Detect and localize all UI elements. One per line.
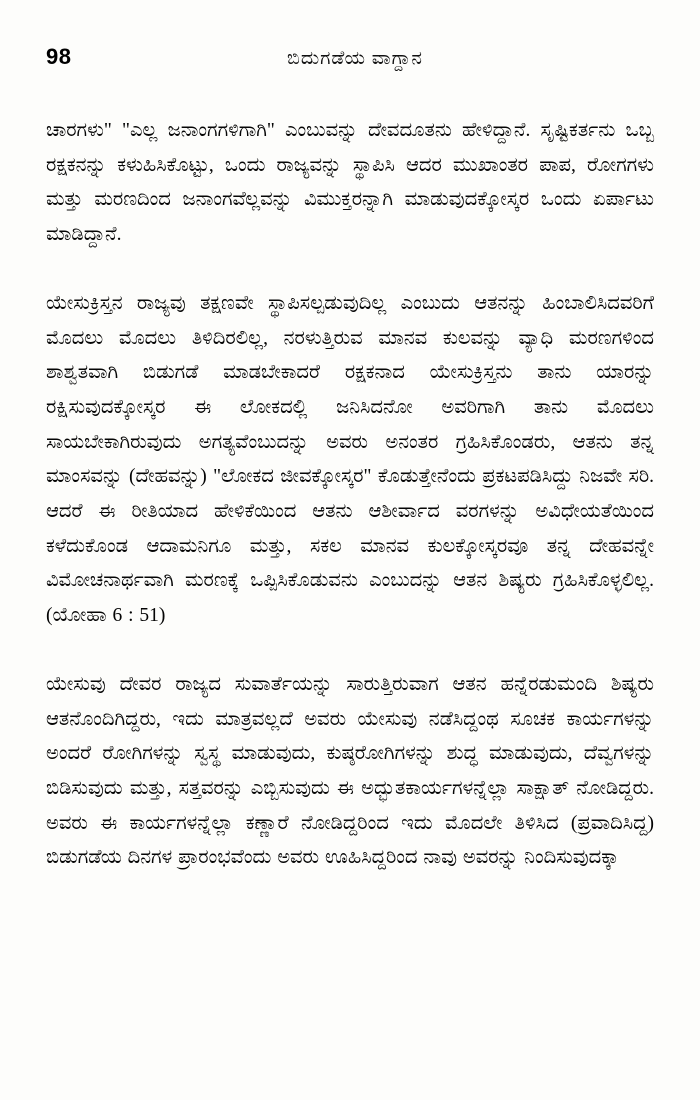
paragraph: ಚಾರಗಳು" "ಎಲ್ಲ ಜನಾಂಗಗಳಿಗಾಗಿ" ಎಂಬುವನ್ನು ದೇವದೂತನು ಹೇಳಿದ್ದಾನೆ. ಸೃಷ್ಟಿಕರ್ತನು ಒಬ್ಬ ರಕ್ಷಕನನ್ನು ಕಳುಹಿಸಿಕೊಟ್ಟು, ಒಂದು ರಾಜ್ಯವನ್ನು ಸ್ಥಾಪಿಸಿ ಆದರ ಮುಖಾಂತರ ಪಾಪ, ರೋಗಗಳು ಮತ್ತು ಮರಣದಿಂದ ಜನಾಂಗವೆಲ್ಲವನ್ನು ವಿಮುಕ್ತರನ್ನಾಗಿ ಮಾಡುವುದಕ್ಕೋಸ್ಕರ ಒಂದು ಏರ್ಪಾಟು ಮಾಡಿದ್ದಾನೆ. — [46, 120, 654, 246]
running-head: ಬಿದುಗಡೆಯ ವಾಗ್ದಾನ — [287, 48, 423, 69]
paragraph: ಯೇಸುವು ದೇವರ ರಾಜ್ಯದ ಸುವಾರ್ತೆಯನ್ನು ಸಾರುತ್ತಿರುವಾಗ ಆತನ ಹನ್ನೆರಡುಮಂದಿ ಶಿಷ್ಯರು ಆತನೊಂದಿಗಿದ್ದರು, ಇದು ಮಾತ್ರವಲ್ಲದೆ ಅವರು ಯೇಸುವು ನಡೆಸಿದ್ದಂಥ ಸೂಚಕ ಕಾರ್ಯಗಳನ್ನು ಅಂದರೆ ರೋಗಿಗಳನ್ನು ಸ್ವಸ್ಥ ಮಾಡುವುದು, ಕುಷ್ಠರೋಗಿಗಳನ್ನು ಶುದ್ಧ ಮಾಡುವುದು, ದೆವ್ವಗಳನ್ನು ಬಿಡಿಸುವುದು ಮತ್ತು, ಸತ್ತವರನ್ನು ಎಬ್ಬಿಸುವುದು ಈ ಅದ್ಭುತಕಾರ್ಯಗಳನ್ನೆಲ್ಲಾ ಸಾಕ್ಷಾತ್ ನೋಡಿದ್ದರು. ಅವರು ಈ ಕಾರ್ಯಗಳನ್ನೆಲ್ಲಾ ಕಣ್ಣಾರೆ ನೋಡಿದ್ದರಿಂದ ಇದು ಮೊದಲೇ ತಿಳಿಸಿದ (ಪ್ರವಾದಿಸಿದ್ದ) ಬಿಡುಗಡೆಯ ದಿನಗಳ ಪ್ರಾರಂಭವೆಂದು ಅವರು ಊಹಿಸಿದ್ದರಿಂದ ನಾವು ಅವರನ್ನು ನಿಂದಿಸುವುದಕ್ಕಾ — [46, 673, 654, 869]
page-number: 98 — [46, 44, 72, 69]
body-text — [46, 114, 654, 876]
paragraph: ಯೇಸುಕ್ರಿಸ್ತನ ರಾಜ್ಯವು ತಕ್ಷಣವೇ ಸ್ಥಾಪಿಸಲ್ಪಡುವುದಿಲ್ಲ ಎಂಬುದು ಆತನನ್ನು ಹಿಂಬಾಲಿಸಿದವರಿಗೆ ಮೊದಲು ಮೊದಲು ತಿಳಿದಿರಲಿಲ್ಲ, ನರಳುತ್ತಿರುವ ಮಾನವ ಕುಲವನ್ನು ವ್ಯಾಧಿ ಮರಣಗಳಿಂದ ಶಾಶ್ವತವಾಗಿ ಬಿಡುಗಡೆ ಮಾಡಬೇಕಾದರೆ ರಕ್ಷಕನಾದ ಯೇಸುಕ್ರಿಸ್ತನು ತಾನು ಯಾರನ್ನು ರಕ್ಷಿಸುವುದಕ್ಕೋಸ್ಕರ ಈ ಲೋಕದಲ್ಲಿ ಜನಿಸಿದನೋ ಅವರಿಗಾಗಿ ತಾನು ಮೊದಲು ಸಾಯಬೇಕಾಗಿರುವುದು ಅಗತ್ಯವೆಂಬುದನ್ನು ಅವರು ಅನಂತರ ಗ್ರಹಿಸಿಕೊಂಡರು, ಆತನು ತನ್ನ ಮಾಂಸವನ್ನು (ದೇಹವನ್ನು) "ಲೋಕದ ಜೀವಕ್ಕೋಸ್ಕರ" ಕೊಡುತ್ತೇನೆಂದು ಪ್ರಕಟಪಡಿಸಿದ್ದು ನಿಜವೇ ಸರಿ. ಆದರೆ ಈ ರೀತಿಯಾದ ಹೇಳಿಕೆಯಿಂದ ಆತನು ಆಶೀರ್ವಾದ ವರಗಳನ್ನು ಅವಿಧೇಯತೆಯಿಂದ ಕಳೆದುಕೊಂಡ ಆದಾಮನಿಗೂ ಮತ್ತು, ಸಕಲ ಮಾನವ ಕುಲಕ್ಕೋಸ್ಕರವೂ ತನ್ನ ದೇಹವನ್ನೇ ವಿಮೋಚನಾರ್ಥವಾಗಿ ಮರಣಕ್ಕೆ ಒಪ್ಪಿಸಿಕೊಡುವನು ಎಂಬುದನ್ನು ಆತನ ಶಿಷ್ಯರು ಗ್ರಹಿಸಿಕೊಳ್ಳಲಿಲ್ಲ. (ಯೋಹಾ 6 : 51) — [46, 292, 654, 627]
page-header — [46, 44, 654, 84]
